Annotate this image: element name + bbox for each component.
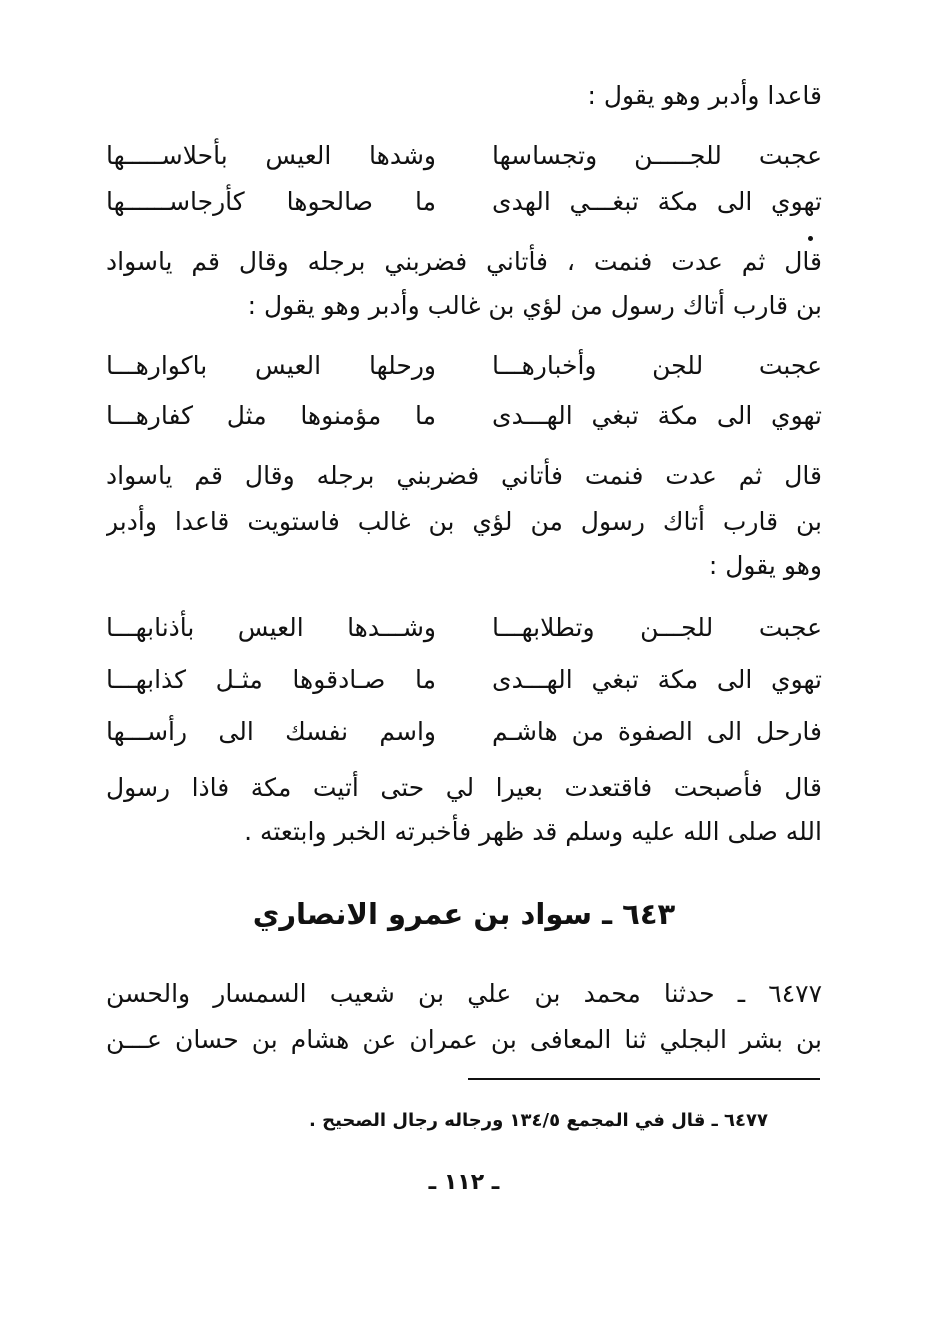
verse-second-hemistich: وشدها العيس بأحلاســـــها <box>106 141 436 170</box>
verse-first-hemistich: فارحل الى الصفوة من هاشـم <box>492 717 822 746</box>
footnote: ٦٤٧٧ ـ قال في المجمع ١٣٤/٥ ورجاله رجال الصحيح . <box>309 1110 768 1131</box>
text-line: قال ثم عدت فنمت فأتاني فضربني برجله وقال قم ياسواد <box>106 461 822 490</box>
text-line: بن بشر البجلي ثنا المعافى بن عمران عن هشام بن حسان عـــن <box>106 1025 822 1054</box>
verse-first-hemistich: عجبت للجـــن وتطلابهـــا <box>492 613 822 642</box>
verse-first-hemistich: تهوي الى مكة تبغي الهـــدى <box>492 665 822 694</box>
text-line: ٦٤٧٧ ـ حدثنا محمد بن علي بن شعيب السمسار والحسن <box>106 979 822 1008</box>
verse-first-hemistich: تهوي الى مكة تبغـــي الهدى <box>492 187 822 216</box>
poem-verse <box>106 606 822 650</box>
verse-first-hemistich: تهوي الى مكة تبغي الهـــدى <box>492 401 822 430</box>
text-line: وهو يقول : <box>708 551 822 580</box>
text-line: بن قارب أتاك رسول من لؤي بن غالب وأدبر وهو يقول : <box>247 291 822 320</box>
text-line: قاعدا وأدبر وهو يقول : <box>587 81 822 110</box>
verse-second-hemistich: واسم نفسك الى رأســـها <box>106 717 436 746</box>
verse-first-hemistich: عجبت للجـــــن وتجساسها <box>492 141 822 170</box>
section-heading: ٦٤٣ ـ سواد بن عمرو الانصاري <box>252 897 676 931</box>
poem-verse <box>106 344 822 388</box>
text-line: قال فأصبحت فاقتعدت بعيرا لي حتى أتيت مكة فاذا رسول <box>106 773 822 802</box>
text-line: قال ثم عدت فنمت ، فأتاني فضربني برجله وقال قم ياسواد <box>106 247 822 276</box>
poem-verse <box>106 710 822 754</box>
poem-verse <box>106 394 822 438</box>
verse-second-hemistich: ما صـادقوها مثـل كذابهـــا <box>106 665 436 694</box>
poem-verse <box>106 180 822 224</box>
page-number: ـ ١١٢ ـ <box>428 1170 500 1195</box>
poem-verse <box>106 134 822 178</box>
text-line: الله صلى الله عليه وسلم قد ظهر فأخبرته الخبر وابتعته . <box>244 817 822 846</box>
verse-second-hemistich: وشـــدها العيس بأذنابهـــا <box>106 613 436 642</box>
verse-second-hemistich: ورحلها العيس باكوارهـــا <box>106 351 436 380</box>
verse-first-hemistich: عجبت للجن وأخبارهـــا <box>492 351 822 380</box>
footnote-divider <box>468 1078 820 1080</box>
text-line: بن قارب أتاك رسول من لؤي بن غالب فاستويت قاعدا وأدبر <box>106 507 822 536</box>
verse-second-hemistich: ما صالحوها كأرجاســــــها <box>106 187 436 216</box>
poem-verse <box>106 658 822 702</box>
verse-second-hemistich: ما مؤمنوها مثل كفارهـــا <box>106 401 436 430</box>
